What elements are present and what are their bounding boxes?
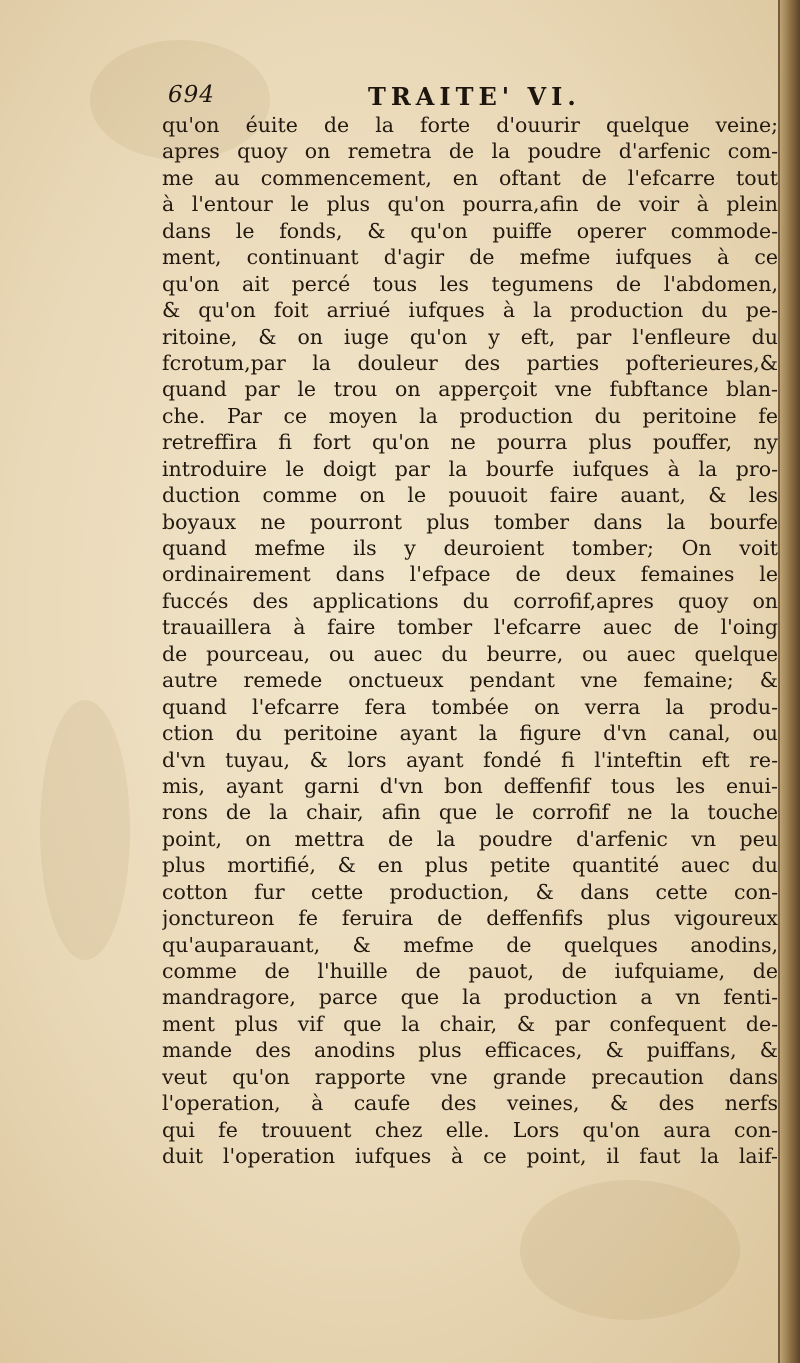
- text-line: veut qu'on rapporte vne grande precaution dans: [162, 1064, 778, 1089]
- text-line: qui fe trouuent chez elle. Lors qu'on aura con-: [162, 1117, 778, 1142]
- text-line: jonctureon fe feruira de deffenfifs plus vigoureux: [162, 906, 778, 931]
- text-line: ment plus vif que la chair, & par confequent de-: [162, 1011, 778, 1036]
- text-line: ment, continuant d'agir de mefme iufques à ce: [162, 245, 778, 270]
- text-line: dans le fonds, & qu'on puiffe operer commode-: [162, 218, 778, 243]
- text-line: introduire le doigt par la bourfe iufques à la pro-: [162, 456, 778, 481]
- text-line: comme de l'huille de pauot, de iufquiame, de: [162, 959, 778, 983]
- text-line: boyaux ne pourront plus tomber dans la bourfe: [162, 509, 778, 534]
- text-line: trauaillera à faire tomber l'efcarre auec de l'oing: [162, 615, 778, 640]
- text-line: l'operation, à caufe des veines, & des nerfs: [162, 1091, 778, 1116]
- text-line: me au commencement, en oftant de l'efcarre tout: [162, 165, 778, 190]
- text-line: retreffira fi fort qu'on ne pourra plus pouffer, ny: [162, 430, 778, 455]
- text-line: plus mortifié, & en plus petite quantité auec du: [162, 853, 778, 878]
- text-line: qu'auparauant, & mefme de quelques anodins,: [162, 932, 778, 957]
- text-line: fuccés des applications du corrofif,apres quoy on: [162, 588, 778, 613]
- text-line: point, on mettra de la poudre d'arfenic vn peu: [162, 826, 778, 851]
- text-line: autre remede onctueux pendant vne femaine; &: [162, 668, 778, 693]
- text-line: mandragore, parce que la production a vn fenti-: [162, 985, 778, 1010]
- text-line: quand par le trou on apperçoit vne fubftance blan-: [162, 377, 778, 402]
- text-line: & qu'on foit arriué iufques à la production du pe-: [162, 298, 778, 323]
- text-line: qu'on ait percé tous les tegumens de l'abdomen,: [162, 271, 778, 296]
- text-line: quand mefme ils y deuroient tomber; On voit: [162, 536, 778, 560]
- text-line: ction du peritoine ayant la figure d'vn canal, ou: [162, 721, 778, 746]
- text-line: rons de la chair, afin que le corrofif ne la touche: [162, 800, 778, 825]
- gutter-shadow-line: [778, 0, 780, 1363]
- text-line: apres quoy on remetra de la poudre d'arfenic com-: [162, 139, 778, 164]
- text-line: mande des anodins plus efficaces, & puiffans, &: [162, 1038, 778, 1063]
- text-line: qu'on éuite de la forte d'ouurir quelque veine;: [162, 113, 778, 137]
- paper-stain: [520, 1180, 740, 1320]
- text-line: che. Par ce moyen la production du peritoine fe: [162, 403, 778, 428]
- page-number: 694: [168, 82, 215, 108]
- text-line: duction comme on le pouuoit faire auant, & les: [162, 483, 778, 508]
- book-gutter: [778, 0, 800, 1363]
- text-line: mis, ayant garni d'vn bon deffenfif tous les enui-: [162, 773, 778, 798]
- text-line: de pourceau, ou auec du beurre, ou auec quelque: [162, 641, 778, 666]
- text-line: d'vn tuyau, & lors ayant fondé fi l'inteftin eft re-: [162, 747, 778, 772]
- running-title: TRAITE' VI.: [368, 82, 581, 111]
- text-line: cotton fur cette production, & dans cette con-: [162, 879, 778, 904]
- page-header: [168, 82, 778, 114]
- text-line: fcrotum,par la douleur des parties pofterieures,&: [162, 350, 778, 375]
- text-line: ritoine, & on iuge qu'on y eft, par l'enfleure du: [162, 324, 778, 349]
- text-line: quand l'efcarre fera tombée on verra la produ-: [162, 694, 778, 719]
- text-line: à l'entour le plus qu'on pourra,afin de voir à plein: [162, 192, 778, 217]
- text-line: duit l'operation iufques à ce point, il faut la laif-: [162, 1144, 778, 1169]
- body-text: [162, 112, 778, 1170]
- text-line: ordinairement dans l'efpace de deux femaines le: [162, 562, 778, 587]
- paper-stain: [40, 700, 130, 960]
